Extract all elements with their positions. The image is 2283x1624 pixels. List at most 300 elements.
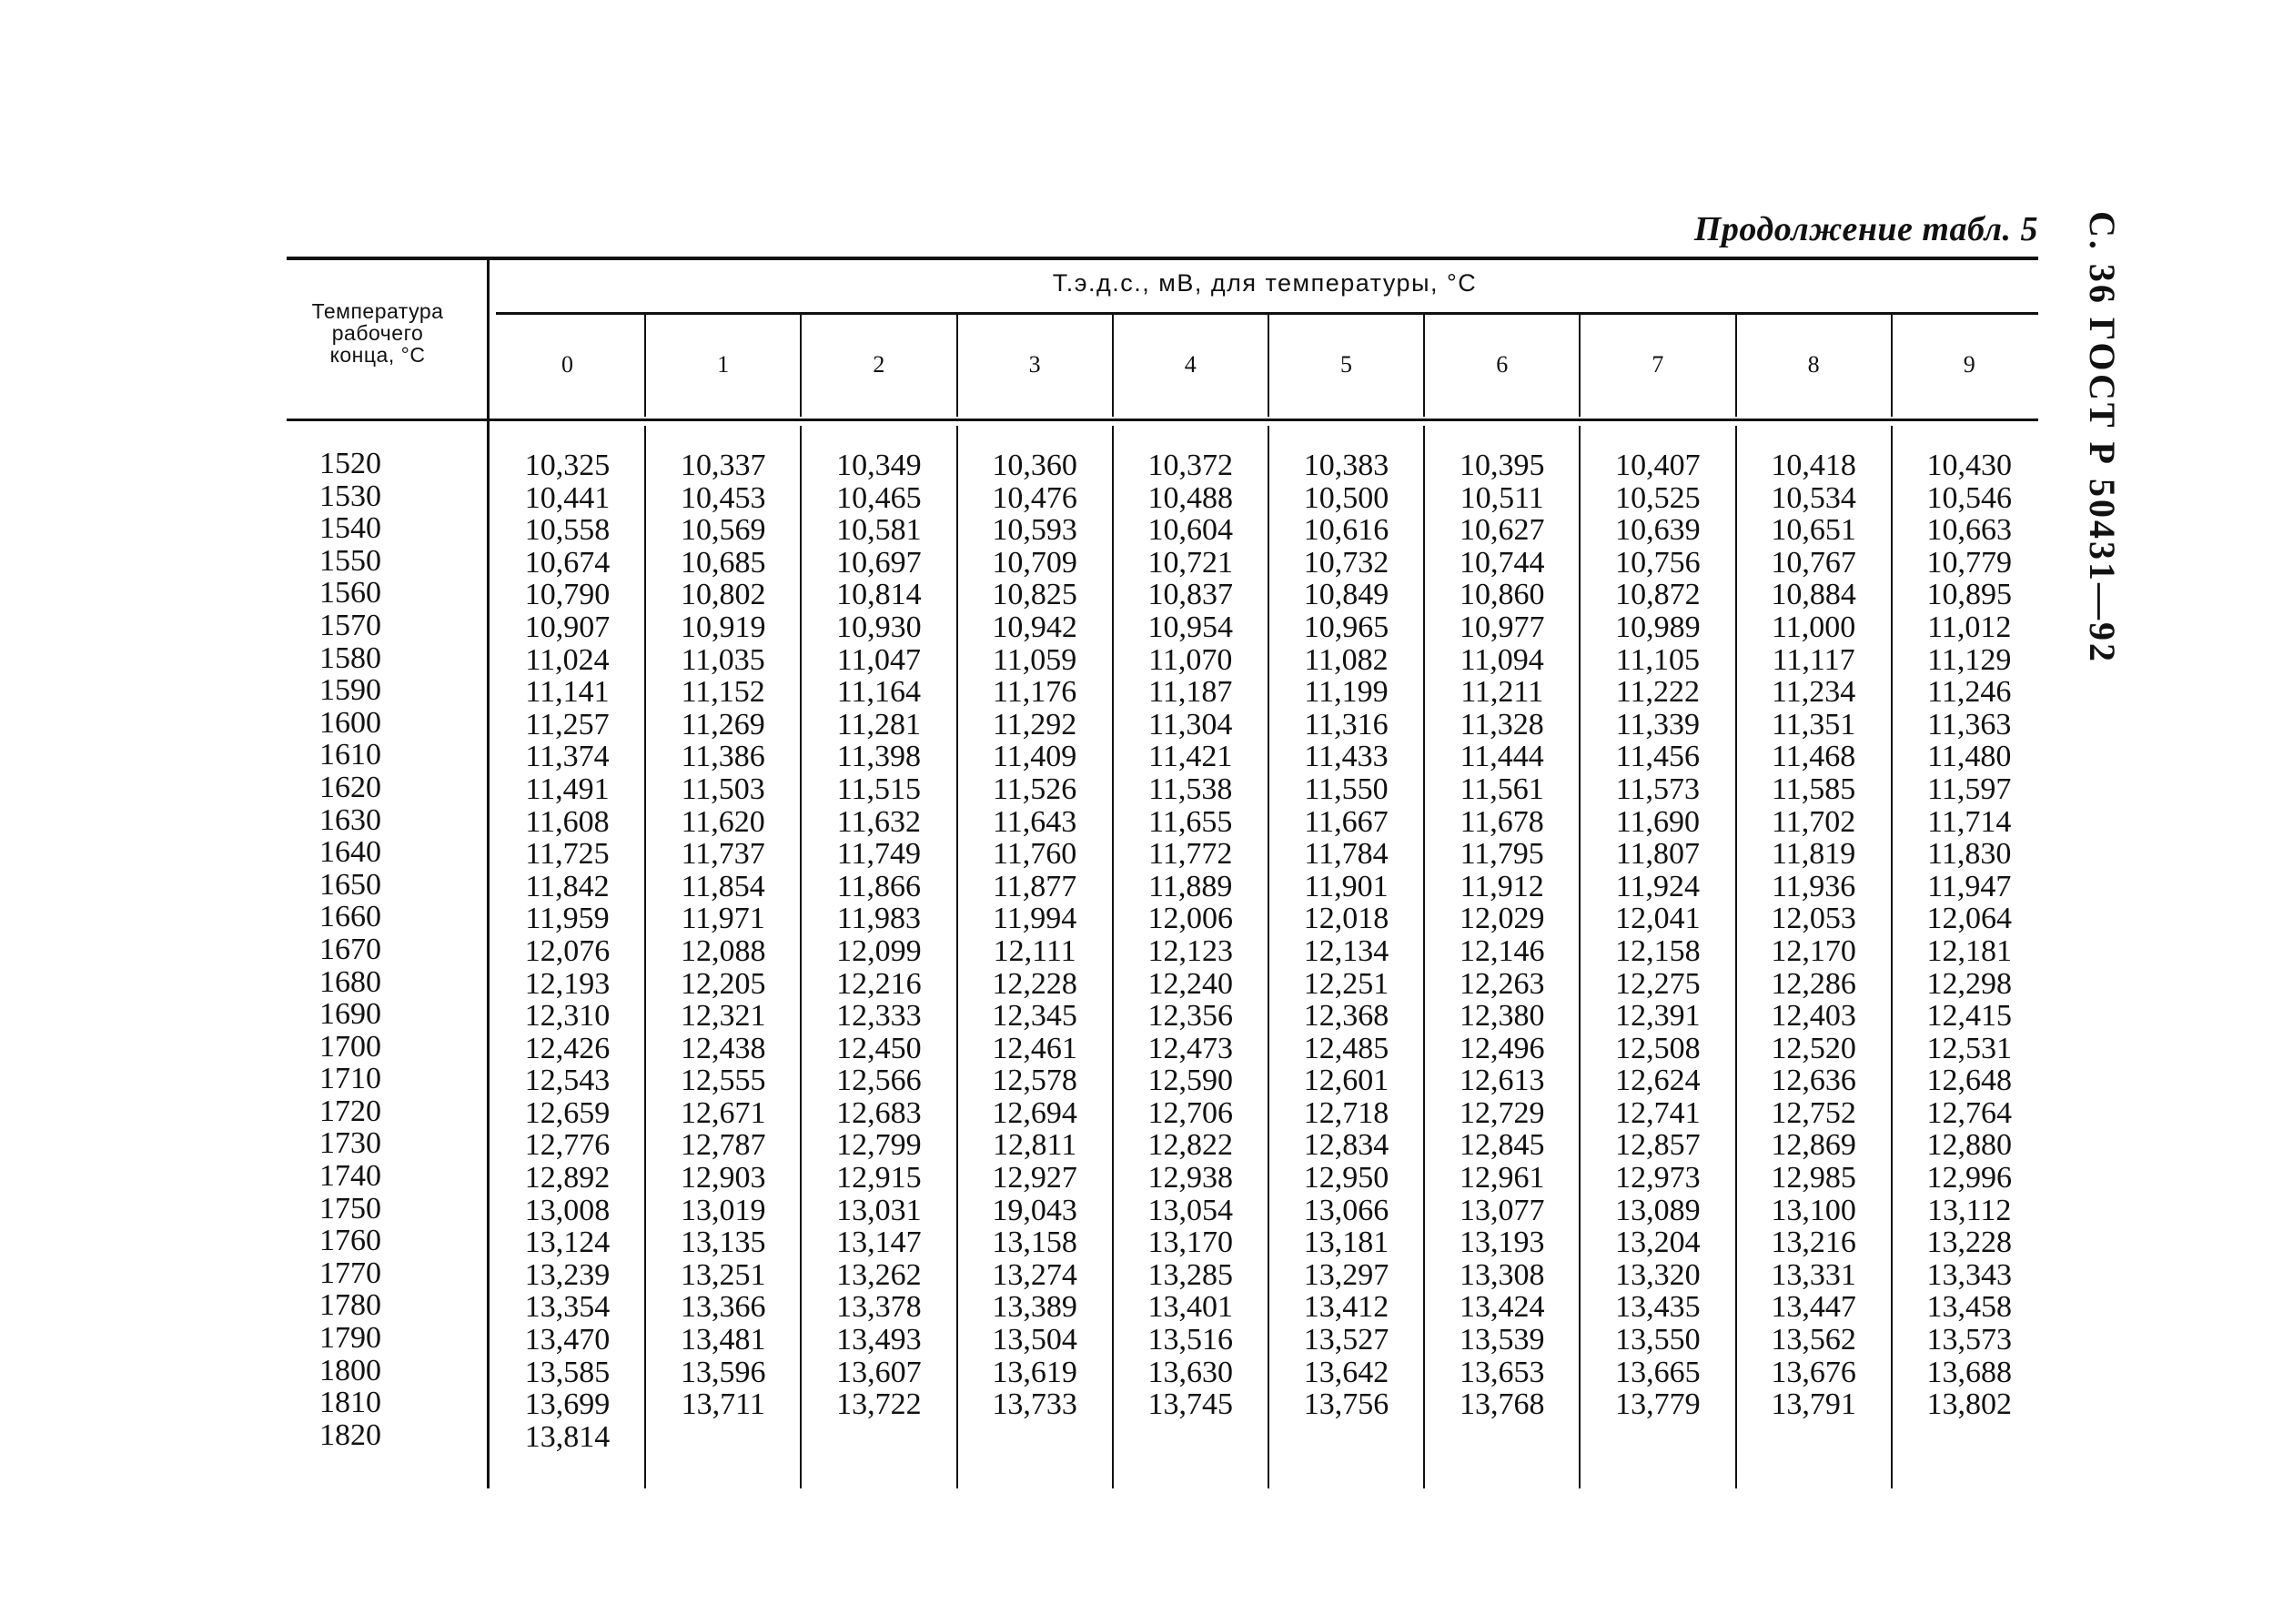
emf-value-cell: 10,663: [1926, 513, 2013, 548]
emf-value-cell: 10,907: [524, 610, 611, 644]
emf-value-cell: 12,624: [1615, 1064, 1701, 1098]
column-label: 5: [1340, 351, 1352, 378]
emf-value-cell: 11,386: [681, 740, 765, 774]
emf-value-cell: 10,407: [1615, 449, 1701, 482]
emf-value-cell: 13,389: [992, 1290, 1077, 1325]
emf-value-cell: 10,639: [1615, 513, 1701, 548]
emf-value-cell: 10,965: [1303, 610, 1389, 644]
emf-value-cell: 12,799: [836, 1128, 922, 1163]
emf-value-cell: 12,170: [1771, 933, 1856, 968]
emf-value-cell: 11,994: [992, 902, 1077, 936]
emf-value-cell: 11,199: [1304, 675, 1389, 710]
emf-value-cell: 11,070: [1148, 642, 1233, 677]
emf-value-cell: 13,802: [1926, 1387, 2013, 1422]
emf-value-cell: 11,784: [1304, 837, 1389, 872]
emf-value-cell: 13,089: [1615, 1193, 1701, 1227]
emf-value-cell: 10,511: [1460, 480, 1544, 515]
column-label: 1: [717, 351, 730, 378]
emf-value-cell: 12,041: [1615, 902, 1701, 936]
emf-value-cell: 10,697: [836, 545, 922, 580]
emf-value-cell: 10,616: [1303, 513, 1389, 548]
emf-value-cell: 11,772: [1148, 837, 1233, 872]
emf-value-cell: 10,441: [524, 480, 611, 515]
emf-value-cell: 12,275: [1615, 966, 1701, 1001]
temperature-cell: 1710: [319, 1062, 381, 1096]
emf-value-cell: 10,919: [680, 610, 766, 644]
emf-value-cell: 10,674: [524, 545, 611, 580]
emf-value-cell: 13,711: [681, 1387, 765, 1422]
temperature-cell: 1730: [319, 1126, 381, 1161]
emf-value-cell: 12,508: [1615, 1031, 1701, 1065]
emf-value-cell: 11,725: [525, 837, 610, 872]
emf-value-cell: 13,791: [1771, 1387, 1856, 1422]
emf-value-cell: 12,764: [1926, 1095, 2013, 1130]
emf-value-cell: 11,374: [525, 740, 610, 774]
emf-value-cell: 13,630: [1147, 1355, 1234, 1389]
emf-value-cell: 10,569: [680, 513, 766, 548]
emf-value-cell: 13,779: [1615, 1387, 1701, 1422]
row-header-line: конца, °С: [329, 343, 426, 367]
emf-value-cell: 11,655: [1148, 804, 1233, 839]
emf-value-cell: 10,790: [524, 578, 611, 612]
temperature-cell: 1690: [319, 997, 381, 1032]
column-label: 7: [1652, 351, 1664, 378]
emf-column: [1736, 449, 1892, 1421]
column-label: 9: [1963, 351, 1975, 378]
emf-value-cell: 10,884: [1771, 578, 1856, 612]
emf-value-cell: 12,555: [680, 1064, 766, 1098]
emf-header: Т.э.д.с., мВ, для температуры, °С: [1052, 269, 1478, 297]
page-standard-label: С. 36 ГОСТ Р 50431—92: [2082, 211, 2123, 664]
emf-value-cell: 12,683: [836, 1095, 922, 1130]
emf-value-cell: 13,158: [992, 1226, 1077, 1260]
emf-value-cell: 12,099: [836, 933, 922, 968]
emf-value-cell: 13,493: [836, 1323, 922, 1357]
emf-value-cell: 10,930: [836, 610, 922, 644]
emf-value-cell: 12,531: [1926, 1031, 2013, 1065]
emf-value-cell: 13,008: [524, 1193, 611, 1227]
emf-value-cell: 10,872: [1615, 578, 1701, 612]
emf-value-cell: 13,585: [524, 1355, 611, 1389]
emf-value-cell: 13,516: [1147, 1323, 1234, 1357]
emf-value-cell: 11,363: [1927, 707, 2012, 741]
temperature-cell: 1670: [319, 932, 381, 966]
emf-value-cell: 11,597: [1927, 772, 2012, 806]
emf-value-cell: 11,503: [681, 772, 765, 806]
emf-value-cell: 13,733: [992, 1387, 1077, 1422]
emf-value-cell: 13,331: [1771, 1257, 1856, 1292]
emf-value-cell: 13,447: [1771, 1290, 1856, 1325]
emf-value-cell: 13,135: [680, 1226, 766, 1260]
emf-value-cell: 13,435: [1615, 1290, 1701, 1325]
emf-value-cell: 11,246: [1927, 675, 2012, 710]
emf-value-cell: 13,100: [1771, 1193, 1856, 1227]
emf-value-cell: 11,632: [836, 804, 922, 839]
emf-value-cell: 12,064: [1926, 902, 2013, 936]
emf-value-cell: 10,476: [992, 480, 1077, 515]
emf-value-cell: 10,627: [1459, 513, 1545, 548]
emf-value-cell: 12,834: [1303, 1128, 1389, 1163]
emf-value-cell: 12,321: [680, 999, 766, 1034]
emf-value-cell: 10,837: [1147, 578, 1234, 612]
emf-value-cell: 11,152: [681, 675, 765, 710]
table-continuation-caption: Продолжение табл. 5: [1693, 210, 2038, 248]
emf-value-cell: 11,444: [1460, 740, 1544, 774]
table-top-rule: [287, 257, 2038, 260]
emf-value-cell: 11,538: [1148, 772, 1233, 806]
emf-value-cell: 13,262: [836, 1257, 922, 1292]
emf-value-cell: 12,950: [1303, 1161, 1389, 1195]
emf-value-cell: 11,901: [1304, 869, 1389, 903]
emf-value-cell: 11,398: [836, 740, 922, 774]
emf-value-cell: 11,620: [681, 804, 765, 839]
emf-value-cell: 13,378: [836, 1290, 922, 1325]
emf-value-cell: 12,706: [1147, 1095, 1234, 1130]
temperature-cell: 1590: [319, 673, 381, 708]
emf-value-cell: 11,433: [1304, 740, 1389, 774]
temperature-cell: 1820: [319, 1417, 381, 1452]
emf-value-cell: 12,729: [1459, 1095, 1545, 1130]
temperature-cell: 1580: [319, 641, 381, 675]
column-label: 3: [1028, 351, 1041, 378]
emf-value-cell: 10,383: [1303, 449, 1389, 482]
emf-value-cell: 11,421: [1148, 740, 1233, 774]
emf-value-cell: 12,380: [1459, 999, 1545, 1034]
emf-value-cell: 11,024: [525, 642, 610, 677]
emf-value-cell: 13,653: [1459, 1355, 1545, 1389]
emf-value-cell: 12,251: [1303, 966, 1389, 1001]
emf-value-cell: 10,546: [1926, 480, 2013, 515]
emf-value-cell: 11,234: [1771, 675, 1856, 710]
emf-value-cell: 11,737: [681, 837, 765, 872]
temperature-cell: 1640: [319, 835, 381, 870]
emf-value-cell: 13,251: [680, 1257, 766, 1292]
temperature-column: [300, 448, 400, 1451]
emf-value-cell: 10,488: [1147, 480, 1234, 515]
emf-value-cell: 12,927: [992, 1161, 1077, 1195]
emf-value-cell: 12,776: [524, 1128, 611, 1163]
header-bottom-rule: [287, 419, 2038, 421]
row-header: [287, 300, 469, 366]
emf-value-cell: 12,415: [1926, 999, 2013, 1034]
emf-value-cell: 12,845: [1459, 1128, 1545, 1163]
temperature-cell: 1610: [319, 738, 381, 772]
emf-value-cell: 13,504: [992, 1323, 1077, 1357]
emf-value-cell: 11,667: [1304, 804, 1389, 839]
emf-value-cell: 11,409: [992, 740, 1077, 774]
emf-value-cell: 11,608: [525, 804, 610, 839]
row-header-line: Температура: [311, 299, 444, 323]
emf-value-cell: 12,310: [524, 999, 611, 1034]
emf-value-cell: 13,412: [1303, 1290, 1389, 1325]
emf-value-cell: 11,316: [1304, 707, 1389, 741]
emf-value-cell: 13,077: [1459, 1193, 1545, 1227]
emf-value-cell: 11,480: [1927, 740, 2012, 774]
emf-value-cell: 12,345: [992, 999, 1077, 1034]
emf-value-cell: 12,298: [1926, 966, 2013, 1001]
emf-value-cell: 13,665: [1615, 1355, 1701, 1389]
emf-value-cell: 12,216: [836, 966, 922, 1001]
emf-value-cell: 13,354: [524, 1290, 611, 1325]
emf-value-cell: 10,418: [1771, 449, 1856, 482]
emf-value-cell: 10,395: [1459, 449, 1545, 482]
emf-value-cell: 11,819: [1771, 837, 1856, 872]
emf-value-cell: 13,607: [836, 1355, 922, 1389]
emf-value-cell: 10,604: [1147, 513, 1234, 548]
temperature-cell: 1520: [319, 447, 381, 480]
emf-value-cell: 12,134: [1303, 933, 1389, 968]
emf-value-cell: 12,938: [1147, 1161, 1234, 1195]
temperature-cell: 1540: [319, 511, 381, 546]
emf-value-cell: 12,333: [836, 999, 922, 1034]
temperature-cell: 1800: [319, 1353, 381, 1387]
emf-value-cell: 11,807: [1615, 837, 1701, 872]
emf-value-cell: 12,193: [524, 966, 611, 1001]
emf-value-cell: 13,573: [1926, 1323, 2013, 1357]
emf-value-cell: 11,643: [992, 804, 1077, 839]
emf-value-cell: 13,343: [1926, 1257, 2013, 1292]
emf-value-cell: 11,105: [1615, 642, 1701, 677]
row-header-line: рабочего: [331, 321, 424, 345]
column-label: 6: [1496, 351, 1509, 378]
emf-value-cell: 12,671: [680, 1095, 766, 1130]
emf-value-cell: 11,983: [836, 902, 922, 936]
emf-value-cell: 12,076: [524, 933, 611, 968]
emf-value-cell: 10,453: [680, 480, 766, 515]
emf-value-cell: 13,031: [836, 1193, 922, 1227]
emf-value-cell: 11,269: [681, 707, 765, 741]
emf-value-cell: 12,741: [1615, 1095, 1701, 1130]
emf-value-cell: 13,285: [1147, 1257, 1234, 1292]
emf-value-cell: 11,842: [525, 869, 610, 903]
emf-value-cell: 11,854: [681, 869, 765, 903]
emf-value-cell: 10,814: [836, 578, 922, 612]
emf-value-cell: 12,601: [1303, 1064, 1389, 1098]
emf-value-cell: 13,366: [680, 1290, 766, 1325]
emf-value-cell: 13,676: [1771, 1355, 1856, 1389]
emf-value-cell: 10,709: [992, 545, 1077, 580]
emf-value-cell: 12,123: [1147, 933, 1234, 968]
emf-value-cell: 13,320: [1615, 1257, 1701, 1292]
emf-value-cell: 10,744: [1459, 545, 1545, 580]
column-label: 0: [561, 351, 573, 378]
emf-value-cell: 12,659: [524, 1095, 611, 1130]
emf-value-cell: 11,795: [1460, 837, 1544, 872]
emf-value-cell: 11,678: [1460, 804, 1544, 839]
emf-value-cell: 10,767: [1771, 545, 1856, 580]
temperature-cell: 1740: [319, 1159, 381, 1194]
emf-value-cell: 12,915: [836, 1161, 922, 1195]
emf-value-cell: 13,458: [1926, 1290, 2013, 1325]
emf-value-cell: 12,811: [992, 1128, 1077, 1163]
emf-value-cell: 13,147: [836, 1226, 922, 1260]
emf-column: [1268, 449, 1424, 1421]
emf-value-cell: 11,690: [1615, 804, 1701, 839]
emf-value-cell: 10,860: [1459, 578, 1545, 612]
emf-value-cell: 10,685: [680, 545, 766, 580]
emf-value-cell: 11,491: [525, 772, 610, 806]
emf-value-cell: 13,768: [1459, 1387, 1545, 1422]
emf-value-cell: 13,619: [992, 1355, 1077, 1389]
emf-value-cell: 11,889: [1148, 869, 1233, 903]
emf-value-cell: 11,550: [1304, 772, 1389, 806]
emf-value-cell: 12,088: [680, 933, 766, 968]
temperature-cell: 1810: [319, 1386, 381, 1420]
temperature-cell: 1620: [319, 770, 381, 804]
emf-value-cell: 11,257: [525, 707, 610, 741]
emf-value-cell: 13,274: [992, 1257, 1077, 1292]
emf-value-cell: 11,141: [525, 675, 610, 710]
emf-value-cell: 11,164: [836, 675, 922, 710]
emf-value-cell: 11,059: [992, 642, 1077, 677]
emf-value-cell: 12,543: [524, 1064, 611, 1098]
emf-value-cell: 13,297: [1303, 1257, 1389, 1292]
emf-value-cell: 12,391: [1615, 999, 1701, 1034]
emf-value-cell: 11,912: [1460, 869, 1544, 903]
emf-value-cell: 13,527: [1303, 1323, 1389, 1357]
emf-value-cell: 13,562: [1771, 1323, 1856, 1357]
temperature-cell: 1660: [319, 900, 381, 934]
emf-value-cell: 12,181: [1926, 933, 2013, 968]
emf-column: [1113, 449, 1268, 1421]
emf-value-cell: 12,029: [1459, 902, 1545, 936]
emf-value-cell: 10,954: [1147, 610, 1234, 644]
temperature-cell: 1550: [319, 543, 381, 578]
emf-value-cell: 13,642: [1303, 1355, 1389, 1389]
emf-value-cell: 13,124: [524, 1226, 611, 1260]
column-label: 2: [873, 351, 885, 378]
emf-value-cell: 12,485: [1303, 1031, 1389, 1065]
temperature-cell: 1700: [319, 1029, 381, 1064]
emf-column: [1580, 449, 1735, 1421]
emf-value-cell: 12,985: [1771, 1161, 1856, 1195]
emf-value-cell: 12,961: [1459, 1161, 1545, 1195]
emf-value-cell: 12,636: [1771, 1064, 1856, 1098]
emf-value-cell: 11,468: [1771, 740, 1856, 774]
emf-value-cell: 11,176: [992, 675, 1077, 710]
emf-value-cell: 12,450: [836, 1031, 922, 1065]
emf-column: [801, 449, 956, 1421]
emf-value-cell: 10,849: [1303, 578, 1389, 612]
emf-value-cell: 10,802: [680, 578, 766, 612]
emf-value-cell: 11,129: [1927, 642, 2012, 677]
temperature-cell: 1770: [319, 1256, 381, 1290]
temperature-cell: 1790: [319, 1321, 381, 1356]
emf-value-cell: 11,000: [1771, 610, 1856, 644]
emf-value-cell: 12,613: [1459, 1064, 1545, 1098]
emf-value-cell: 10,756: [1615, 545, 1701, 580]
emf-value-cell: 11,573: [1615, 772, 1701, 806]
emf-value-cell: 10,895: [1926, 578, 2013, 612]
emf-value-cell: 12,578: [992, 1064, 1077, 1098]
emf-value-cell: 13,688: [1926, 1355, 2013, 1389]
emf-value-cell: 12,892: [524, 1161, 611, 1195]
emf-value-cell: 11,959: [525, 902, 610, 936]
emf-value-cell: 11,082: [1304, 642, 1389, 677]
temperature-cell: 1560: [319, 576, 381, 610]
emf-value-cell: 13,066: [1303, 1193, 1389, 1227]
emf-value-cell: 12,356: [1147, 999, 1234, 1034]
emf-column: [490, 449, 645, 1453]
emf-value-cell: 12,880: [1926, 1128, 2013, 1163]
emf-value-cell: 12,718: [1303, 1095, 1389, 1130]
emf-value-cell: 12,018: [1303, 902, 1389, 936]
emf-value-cell: 12,822: [1147, 1128, 1234, 1163]
emf-value-cell: 13,481: [680, 1323, 766, 1357]
emf-value-cell: 11,339: [1615, 707, 1701, 741]
emf-value-cell: 11,947: [1927, 869, 2012, 903]
emf-value-cell: 12,438: [680, 1031, 766, 1065]
emf-value-cell: 13,054: [1147, 1193, 1234, 1227]
emf-value-cell: 10,500: [1303, 480, 1389, 515]
emf-value-cell: 13,550: [1615, 1323, 1701, 1357]
emf-value-cell: 10,779: [1926, 545, 2013, 580]
temperature-cell: 1780: [319, 1288, 381, 1323]
emf-value-cell: 10,593: [992, 513, 1077, 548]
emf-value-cell: 13,401: [1147, 1290, 1234, 1325]
emf-value-cell: 13,308: [1459, 1257, 1545, 1292]
emf-value-cell: 11,936: [1771, 869, 1856, 903]
emf-value-cell: 10,372: [1147, 449, 1234, 482]
emf-value-cell: 13,756: [1303, 1387, 1389, 1422]
emf-value-cell: 11,351: [1771, 707, 1856, 741]
emf-value-cell: 11,971: [681, 902, 765, 936]
emf-value-cell: 12,146: [1459, 933, 1545, 968]
emf-value-cell: 12,426: [524, 1031, 611, 1065]
emf-value-cell: 13,112: [1927, 1193, 2012, 1227]
emf-value-cell: 11,035: [681, 642, 765, 677]
emf-value-cell: 11,714: [1927, 804, 2012, 839]
emf-value-cell: 10,349: [836, 449, 922, 482]
emf-value-cell: 10,989: [1615, 610, 1701, 644]
emf-value-cell: 12,869: [1771, 1128, 1856, 1163]
emf-value-cell: 19,043: [992, 1193, 1077, 1227]
emf-value-cell: 11,830: [1927, 837, 2012, 872]
emf-value-cell: 11,585: [1771, 772, 1856, 806]
emf-value-cell: 12,520: [1771, 1031, 1856, 1065]
emf-value-cell: 10,977: [1459, 610, 1545, 644]
emf-value-cell: 11,866: [836, 869, 922, 903]
emf-value-cell: 11,211: [1460, 675, 1544, 710]
emf-value-cell: 13,814: [524, 1419, 611, 1454]
emf-value-cell: 13,745: [1147, 1387, 1234, 1422]
emf-column: [645, 449, 801, 1421]
emf-value-cell: 11,456: [1615, 740, 1701, 774]
emf-value-cell: 11,749: [836, 837, 922, 872]
emf-value-cell: 11,515: [836, 772, 922, 806]
temperature-cell: 1530: [319, 479, 381, 513]
temperature-cell: 1760: [319, 1224, 381, 1258]
emf-value-cell: 10,825: [992, 578, 1077, 612]
emf-value-cell: 12,566: [836, 1064, 922, 1098]
emf-value-cell: 10,325: [524, 449, 611, 482]
emf-value-cell: 13,193: [1459, 1226, 1545, 1260]
emf-value-cell: 10,337: [680, 449, 766, 482]
emf-value-cell: 12,787: [680, 1128, 766, 1163]
emf-value-cell: 12,496: [1459, 1031, 1545, 1065]
emf-value-cell: 11,222: [1615, 675, 1701, 710]
emf-value-cell: 10,651: [1771, 513, 1856, 548]
emf-value-cell: 11,012: [1927, 610, 2012, 644]
emf-value-cell: 10,360: [992, 449, 1077, 482]
column-label: 4: [1184, 351, 1197, 378]
column-label: 8: [1807, 351, 1820, 378]
emf-column: [1424, 449, 1580, 1421]
emf-value-cell: 12,286: [1771, 966, 1856, 1001]
emf-value-cell: 12,263: [1459, 966, 1545, 1001]
emf-value-cell: 12,053: [1771, 902, 1856, 936]
emf-value-cell: 13,596: [680, 1355, 766, 1389]
